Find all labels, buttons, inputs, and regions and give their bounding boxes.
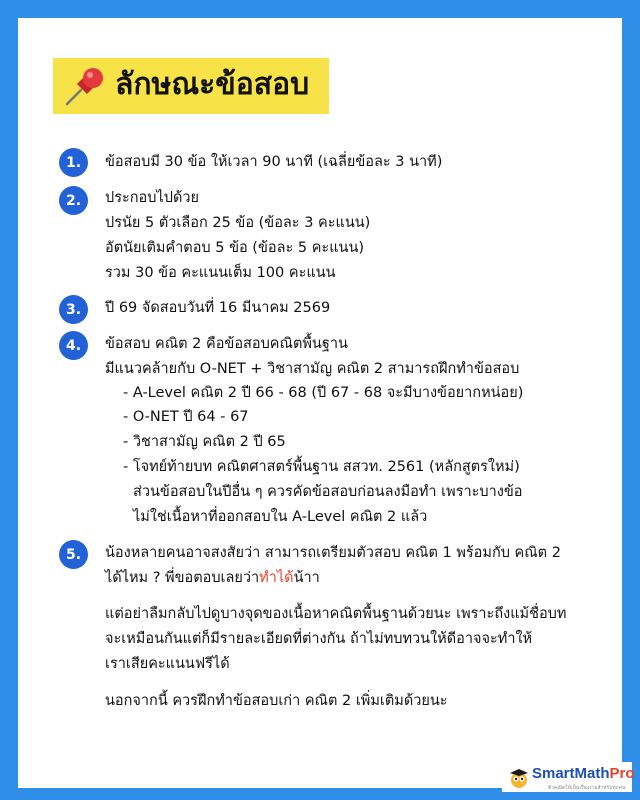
item-text (105, 566, 320, 590)
item-subtext: ไม่ใช่เนื้อหาที่ออกสอบใน A-Level คณิต 2 แล้ว (133, 509, 428, 525)
item-text: เราเสียคะแนนฟรีได้ (105, 656, 230, 672)
item-text: จะเหมือนกันแต่ก็มีรายละเอียดที่ต่างกัน ถ้าไม่ทบทวนให้ดีอาจจะทำให้ (105, 631, 533, 647)
item-text: นอกจากนี้ ควรฝึกทำข้อสอบเก่า คณิต 2 เพิ่มเติมด้วยนะ (105, 693, 448, 709)
item-text: ข้อสอบมี 30 ข้อ ให้เวลา 90 นาที (เฉลี่ยข้อละ 3 นาที) (105, 154, 443, 170)
item-number-badge: 3. (59, 295, 88, 324)
item-text: อัตนัยเติมคำตอบ 5 ข้อ (ข้อละ 5 คะแนน) (105, 240, 365, 256)
graduation-owl-icon (508, 767, 530, 789)
item-text: ปี 69 จัดสอบวันที่ 16 มีนาคม 2569 (105, 300, 331, 316)
item-text: รวม 30 ข้อ คะแนนเต็ม 100 คะแนน (105, 265, 336, 281)
item-text: มีแนวคล้ายกับ O-NET + วิชาสามัญ คณิต 2 สามารถฝึกทำข้อสอบ (105, 361, 520, 377)
brand-tagline: ติวคณิตให้เป็นเรื่องง่ายสำหรับทุกคน (548, 785, 626, 791)
item-text: ประกอบไปด้วย (105, 190, 200, 206)
item-subtext: - A-Level คณิต 2 ปี 66 - 68 (ปี 67 - 68 จะมีบางข้อยากหน่อย) (123, 385, 524, 401)
item-subtext: - โจทย์ท้ายบท คณิตศาสตร์พื้นฐาน สสวท. 2561 (หลักสูตรใหม่) (123, 459, 520, 475)
item-text-part: น้าา (293, 570, 320, 586)
item-text-part: ได้ไหม ? พี่ขอตอบเลยว่า (105, 570, 260, 586)
item-text: ข้อสอบ คณิต 2 คือข้อสอบคณิตพื้นฐาน (105, 336, 348, 352)
brand-name-a: SmartMath (532, 765, 610, 782)
page-title: ลักษณะข้อสอบ (115, 67, 310, 102)
item-subtext: - O-NET ปี 64 - 67 (123, 409, 249, 425)
item-number-badge: 1. (59, 148, 88, 177)
item-number-badge: 2. (59, 186, 88, 215)
item-text: น้องหลายคนอาจสงสัยว่า สามารถเตรียมตัวสอบ คณิต 1 พร้อมกับ คณิต 2 (105, 545, 561, 561)
pushpin-icon (63, 64, 107, 108)
brand-name (532, 765, 635, 782)
item-text: แต่อย่าลืมกลับไปดูบางจุดของเนื้อหาคณิตพื้นฐานด้วยนะ เพราะถึงแม้ชื่อบท (105, 606, 567, 622)
item-number-badge: 5. (59, 540, 88, 569)
emphasis-text: ทำได้ (259, 570, 294, 586)
item-number-badge: 4. (59, 331, 88, 360)
item-subtext: ส่วนข้อสอบในปีอื่น ๆ ควรคัดข้อสอบก่อนลงมือทำ เพราะบางข้อ (133, 484, 523, 500)
item-subtext: - วิชาสามัญ คณิต 2 ปี 65 (123, 434, 286, 450)
item-text: ปรนัย 5 ตัวเลือก 25 ข้อ (ข้อละ 3 คะแนน) (105, 215, 371, 231)
brand-name-b: Pro (609, 765, 635, 782)
